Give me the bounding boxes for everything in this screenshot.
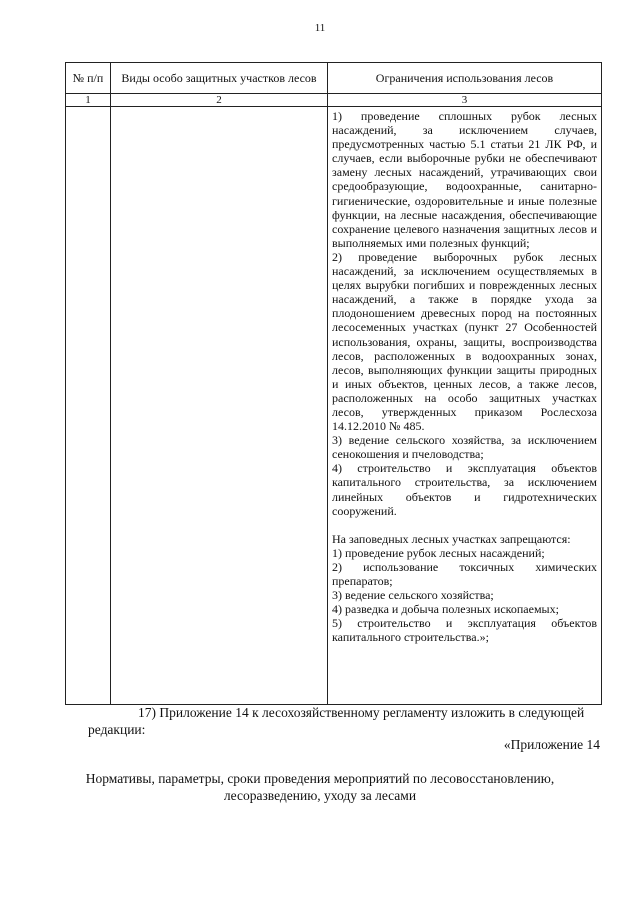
- appendix-label: «Приложение 14: [503, 737, 600, 752]
- amendment-paragraph-continuation: редакции:: [88, 722, 146, 737]
- page-number: 11: [314, 22, 326, 34]
- restriction-item: 1) проведение сплошных рубок лесных насаждений, за исключением случаев, предусмотренных частью 5.1 статьи 21 ЛК РФ, и случаев, если выборочные рубки не обеспечивают замену лесных насаждений, утрачивающих свои средообразующие, водоохранные, санитарно-гигиенические, оздоровительные и иные полезные функции, на лесные насаждения, обеспечивающие сохранение целевого назначения защитных лесов и выполняемых ими полезных функций;: [332, 109, 597, 250]
- reserve-item: 1) проведение рубок лесных насаждений;: [332, 545, 545, 560]
- restrictions-table: [65, 62, 602, 705]
- reserve-item: 4) разведка и добыча полезных ископаемых;: [332, 602, 559, 617]
- reserve-item: 2) использование токсичных химических препаратов;: [332, 559, 597, 588]
- reserve-item: 3) ведение сельского хозяйства;: [332, 588, 494, 603]
- restriction-item: 3) ведение сельского хозяйства, за исключением сенокошения и пчеловодства;: [332, 433, 597, 462]
- restriction-item: 2) проведение выборочных рубок лесных насаждений, за исключением осуществляемых в целях вырубки погибших и поврежденных лесных насаждений, а также в порядке ухода за плодоношением древесных пород на постоянных лесосеменных участках (пункт 27 Особенностей использования, охраны, защиты, воспроизводства лесов, расположенных в водоохранных зонах, лесов, выполняющих функции защиты природных и иных объектов, ценных лесов, а также лесов, расположенных на особо защитных участках лесов, утвержденных приказом Рослесхоза 14.12.2010 № 485.: [332, 249, 597, 434]
- reserve-heading: На заповедных лесных участках запрещаются:: [332, 531, 571, 546]
- zone-type-cell: [111, 107, 328, 705]
- reserve-item: 5) строительство и эксплуатация объектов капитального строительства.»;: [332, 616, 597, 645]
- restriction-item: 4) строительство и эксплуатация объектов капитального строительства, за исключением линейных объектов и гидротехнических сооружений.: [332, 461, 597, 518]
- column-number: 2: [111, 94, 328, 107]
- column-number: 3: [328, 94, 602, 107]
- column-number-row: [66, 94, 602, 107]
- amendment-paragraph: 17) Приложение 14 к лесохозяйственному регламенту изложить в следующей: [138, 705, 585, 720]
- restrictions-cell: [328, 107, 602, 705]
- header-restrictions: Ограничения использования лесов: [328, 63, 602, 94]
- header-zone-type: Виды особо защитных участков лесов: [111, 63, 328, 94]
- header-number: № п/п: [66, 63, 111, 94]
- column-number: 1: [66, 94, 111, 107]
- table-row: [66, 107, 602, 705]
- appendix-title: Нормативы, параметры, сроки проведения мероприятий по лесовосстановлению, лесоразведению, уходу за лесами: [85, 771, 555, 803]
- table-header-row: [66, 63, 602, 94]
- row-number-cell: [66, 107, 111, 705]
